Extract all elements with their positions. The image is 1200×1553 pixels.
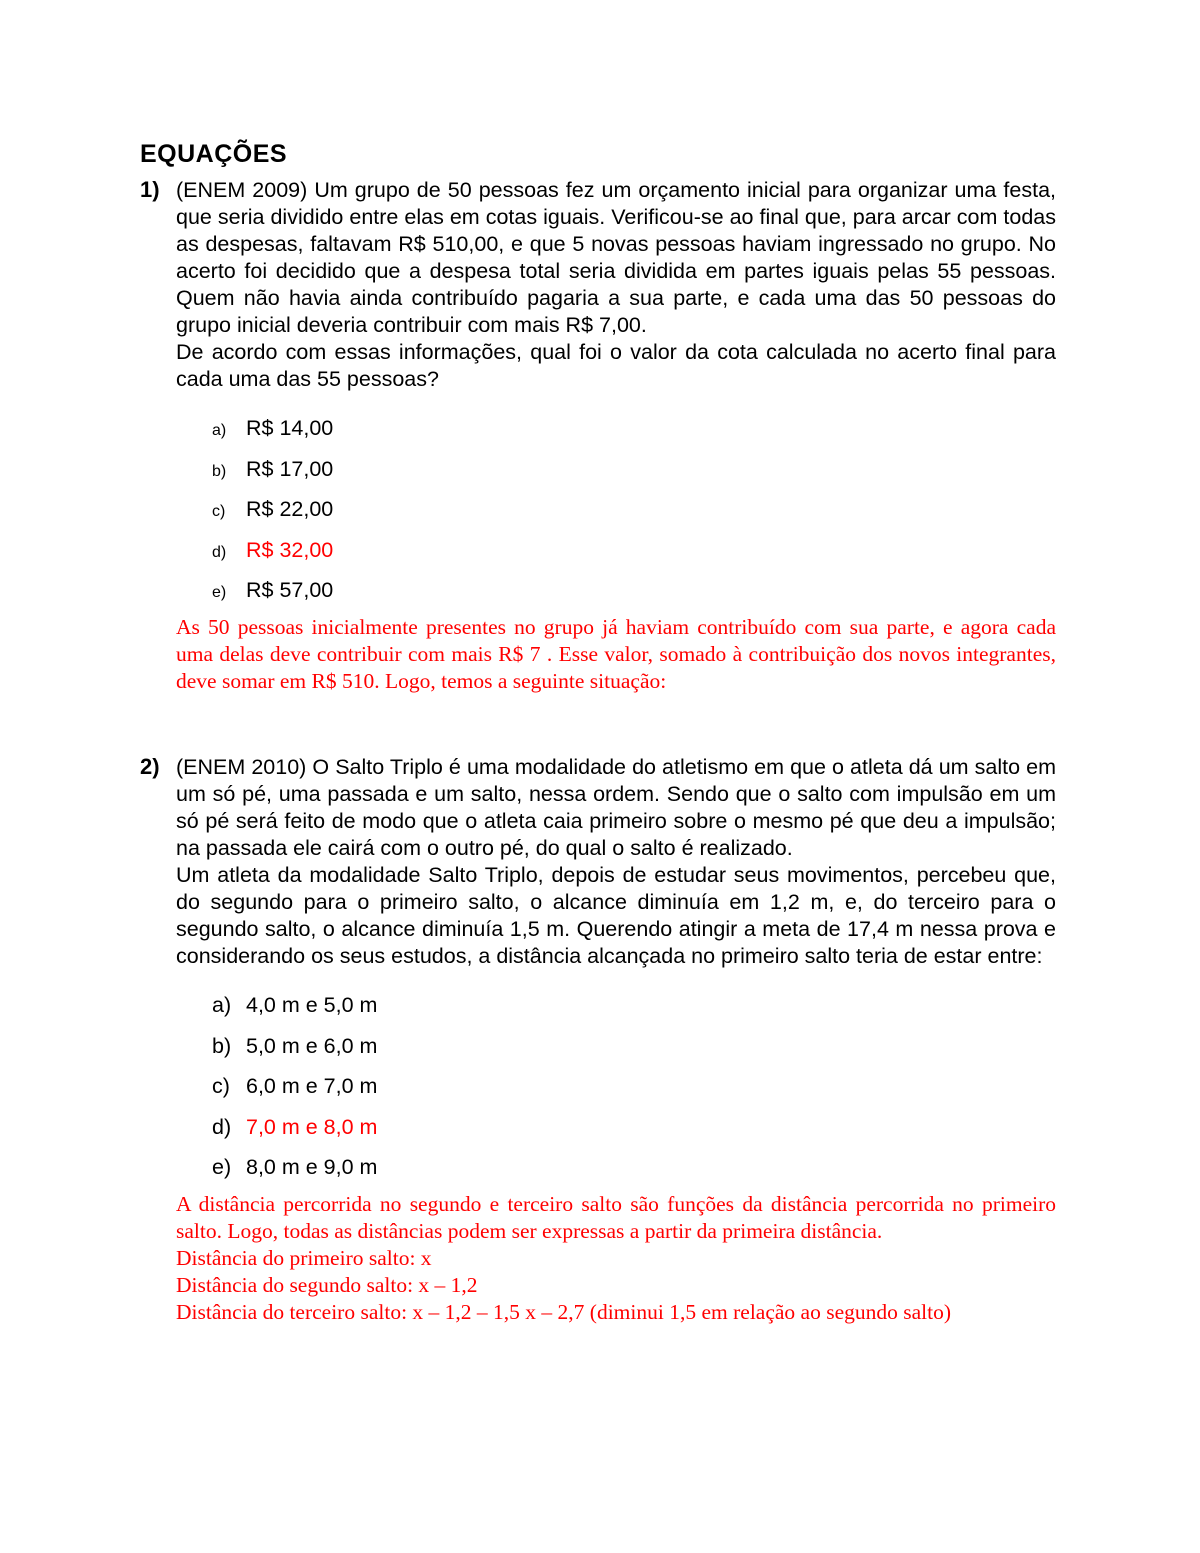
option-text: R$ 14,00 bbox=[246, 416, 334, 440]
option-text: 8,0 m e 9,0 m bbox=[246, 1155, 378, 1179]
explanation-text: A distância percorrida no segundo e terceiro salto são funções da distância percorrida no primeiro salto. Logo, todas as distâncias podem ser expressas a partir da primeira distância. bbox=[176, 1191, 1056, 1243]
option-text: R$ 17,00 bbox=[246, 456, 334, 481]
option-b[interactable] bbox=[212, 1033, 1060, 1074]
option-text: R$ 32,00 bbox=[246, 537, 334, 562]
option-letter: d) bbox=[212, 1114, 232, 1139]
explanation-line: Distância do segundo salto: x – 1,2 bbox=[176, 1272, 478, 1297]
options-list bbox=[212, 415, 1060, 618]
option-text: 4,0 m e 5,0 m bbox=[246, 993, 378, 1017]
options-list bbox=[212, 992, 1060, 1195]
option-letter: b) bbox=[212, 462, 227, 480]
option-d-correct[interactable] bbox=[212, 1114, 1060, 1155]
option-letter: c) bbox=[212, 503, 226, 520]
question-number: 2) bbox=[140, 754, 160, 779]
option-text: R$ 22,00 bbox=[246, 497, 334, 521]
option-e[interactable] bbox=[212, 1154, 1060, 1195]
option-a[interactable] bbox=[212, 415, 1060, 456]
question-prompt: De acordo com essas informações, qual foi o valor da cota calculada no acerto final para cada uma das 55 pessoas? bbox=[176, 340, 1056, 391]
question-2 bbox=[140, 754, 1060, 1326]
question-prompt: Um atleta da modalidade Salto Triplo, depois de estudar seus movimentos, percebeu que, do segundo para o primeiro salto, o alcance diminuía em 1,2 m, e, do terceiro para o segundo salto, o alcance diminuía 1,5 m. Querendo atingir a meta de 17,4 m nessa prova e considerando os seus estudos, a distância alcançada no primeiro salto teria de estar entre: bbox=[176, 863, 1056, 968]
option-a[interactable] bbox=[212, 992, 1060, 1033]
question-number: 1) bbox=[140, 177, 160, 202]
option-letter: d) bbox=[212, 543, 227, 561]
question-body bbox=[176, 177, 1056, 393]
option-text: 6,0 m e 7,0 m bbox=[246, 1074, 378, 1098]
option-text: R$ 57,00 bbox=[246, 578, 334, 602]
explanation-line: Distância do primeiro salto: x bbox=[176, 1245, 432, 1270]
option-c[interactable] bbox=[212, 1073, 1060, 1114]
option-letter: c) bbox=[212, 1074, 230, 1098]
option-letter: e) bbox=[212, 1155, 232, 1179]
page-title: EQUAÇÕES bbox=[140, 140, 288, 168]
option-letter: e) bbox=[212, 584, 227, 601]
question-body bbox=[176, 754, 1056, 970]
option-letter: a) bbox=[212, 422, 227, 439]
option-letter: a) bbox=[212, 993, 232, 1017]
option-b[interactable] bbox=[212, 456, 1060, 497]
option-c[interactable] bbox=[212, 496, 1060, 537]
option-text: 5,0 m e 6,0 m bbox=[246, 1033, 378, 1058]
option-text: 7,0 m e 8,0 m bbox=[246, 1114, 378, 1139]
option-letter: b) bbox=[212, 1033, 232, 1058]
explanation-line: Distância do terceiro salto: x – 1,2 – 1,5 x – 2,7 (diminui 1,5 em relação ao segundo salto) bbox=[176, 1299, 952, 1324]
question-statement: (ENEM 2010) O Salto Triplo é uma modalidade do atletismo em que o atleta dá um salto em um só pé, uma passada e um salto, nessa ordem. Sendo que o salto com impulsão em um só pé será feito de modo que o atleta caia primeiro sobre o mesmo pé que deu a impulsão; na passada ele cairá com o outro pé, do qual o salto é realizado. bbox=[176, 755, 1056, 860]
question-1 bbox=[140, 177, 1060, 695]
answer-explanation bbox=[176, 614, 1056, 695]
question-statement: (ENEM 2009) Um grupo de 50 pessoas fez um orçamento inicial para organizar uma festa, que seria dividido entre elas em cotas iguais. Verificou-se ao final que, para arcar com todas as despesas, faltavam R$ 510,00, e que 5 novas pessoas haviam ingressado no grupo. No acerto foi decidido que a despesa total seria dividida em partes iguais pelas 55 pessoas. Quem não havia ainda contribuído pagaria a sua parte, e cada uma das 50 pessoas do grupo inicial deveria contribuir com mais R$ 7,00. bbox=[176, 178, 1056, 337]
answer-explanation bbox=[176, 1191, 1056, 1326]
explanation-text: As 50 pessoas inicialmente presentes no grupo já haviam contribuído com sua parte, e agora cada uma delas deve contribuir com mais R$ 7 . Esse valor, somado à contribuição dos novos integrantes, deve somar em R$ 510. Logo, temos a seguinte situação: bbox=[176, 614, 1056, 693]
option-e[interactable] bbox=[212, 577, 1060, 618]
option-d-correct[interactable] bbox=[212, 537, 1060, 578]
